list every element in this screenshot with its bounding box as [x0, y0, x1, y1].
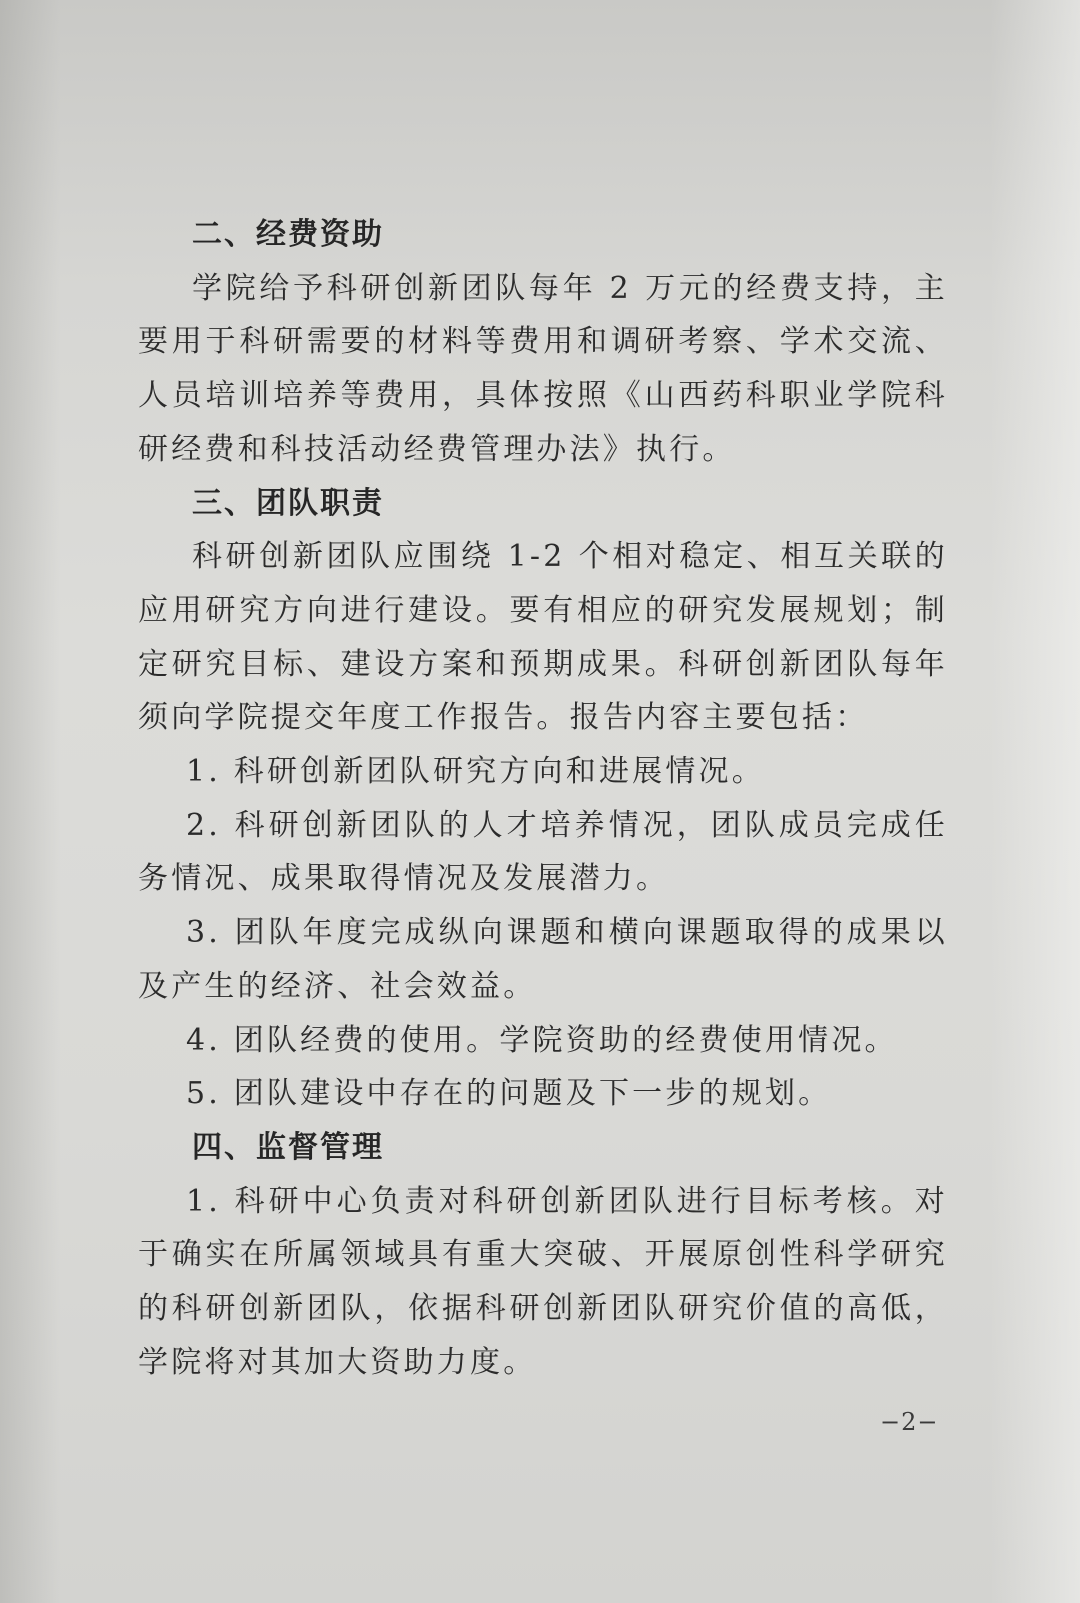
section-3-paragraph: 科研创新团队应围绕 1-2 个相对稳定、相互关联的应用研究方向进行建设。要有相应的研究发展规划；制定研究目标、建设方案和预期成果。科研创新团队每年须向学院提交年度工作报告。报告内容主要包括： [138, 539, 948, 736]
section-4-heading: 四、监督管理 [192, 1129, 384, 1165]
section-4-item-1: 1. 科研中心负责对科研创新团队进行目标考核。对于确实在所属领域具有重大突破、开展原创性科学研究的科研创新团队，依据科研创新团队研究价值的高低，学院将对其加大资助力度。 [138, 1183, 948, 1380]
section-2-paragraph: 学院给予科研创新团队每年 2 万元的经费支持，主要用于科研需要的材料等费用和调研考察、学术交流、人员培训培养等费用，具体按照《山西药科职业学院科研经费和科技活动经费管理办法》执行。 [138, 270, 948, 467]
section-3-item-1: 1. 科研创新团队研究方向和进展情况。 [186, 754, 765, 790]
section-3-item-4: 4. 团队经费的使用。学院资助的经费使用情况。 [186, 1022, 898, 1058]
section-3-item-5: 5. 团队建设中存在的问题及下一步的规划。 [186, 1076, 832, 1112]
section-3-item-2: 2. 科研创新团队的人才培养情况，团队成员完成任务情况、成果取得情况及发展潜力。 [138, 807, 948, 897]
document-body [138, 208, 948, 1389]
section-3-heading: 三、团队职责 [192, 485, 384, 521]
section-3-item-3: 3. 团队年度完成纵向课题和横向课题取得的成果以及产生的经济、社会效益。 [138, 915, 948, 1004]
page-shadow [0, 0, 60, 1603]
section-2-heading: 二、经费资助 [192, 217, 384, 252]
page-highlight [990, 0, 1080, 1603]
page-number: −2− [880, 1408, 939, 1436]
